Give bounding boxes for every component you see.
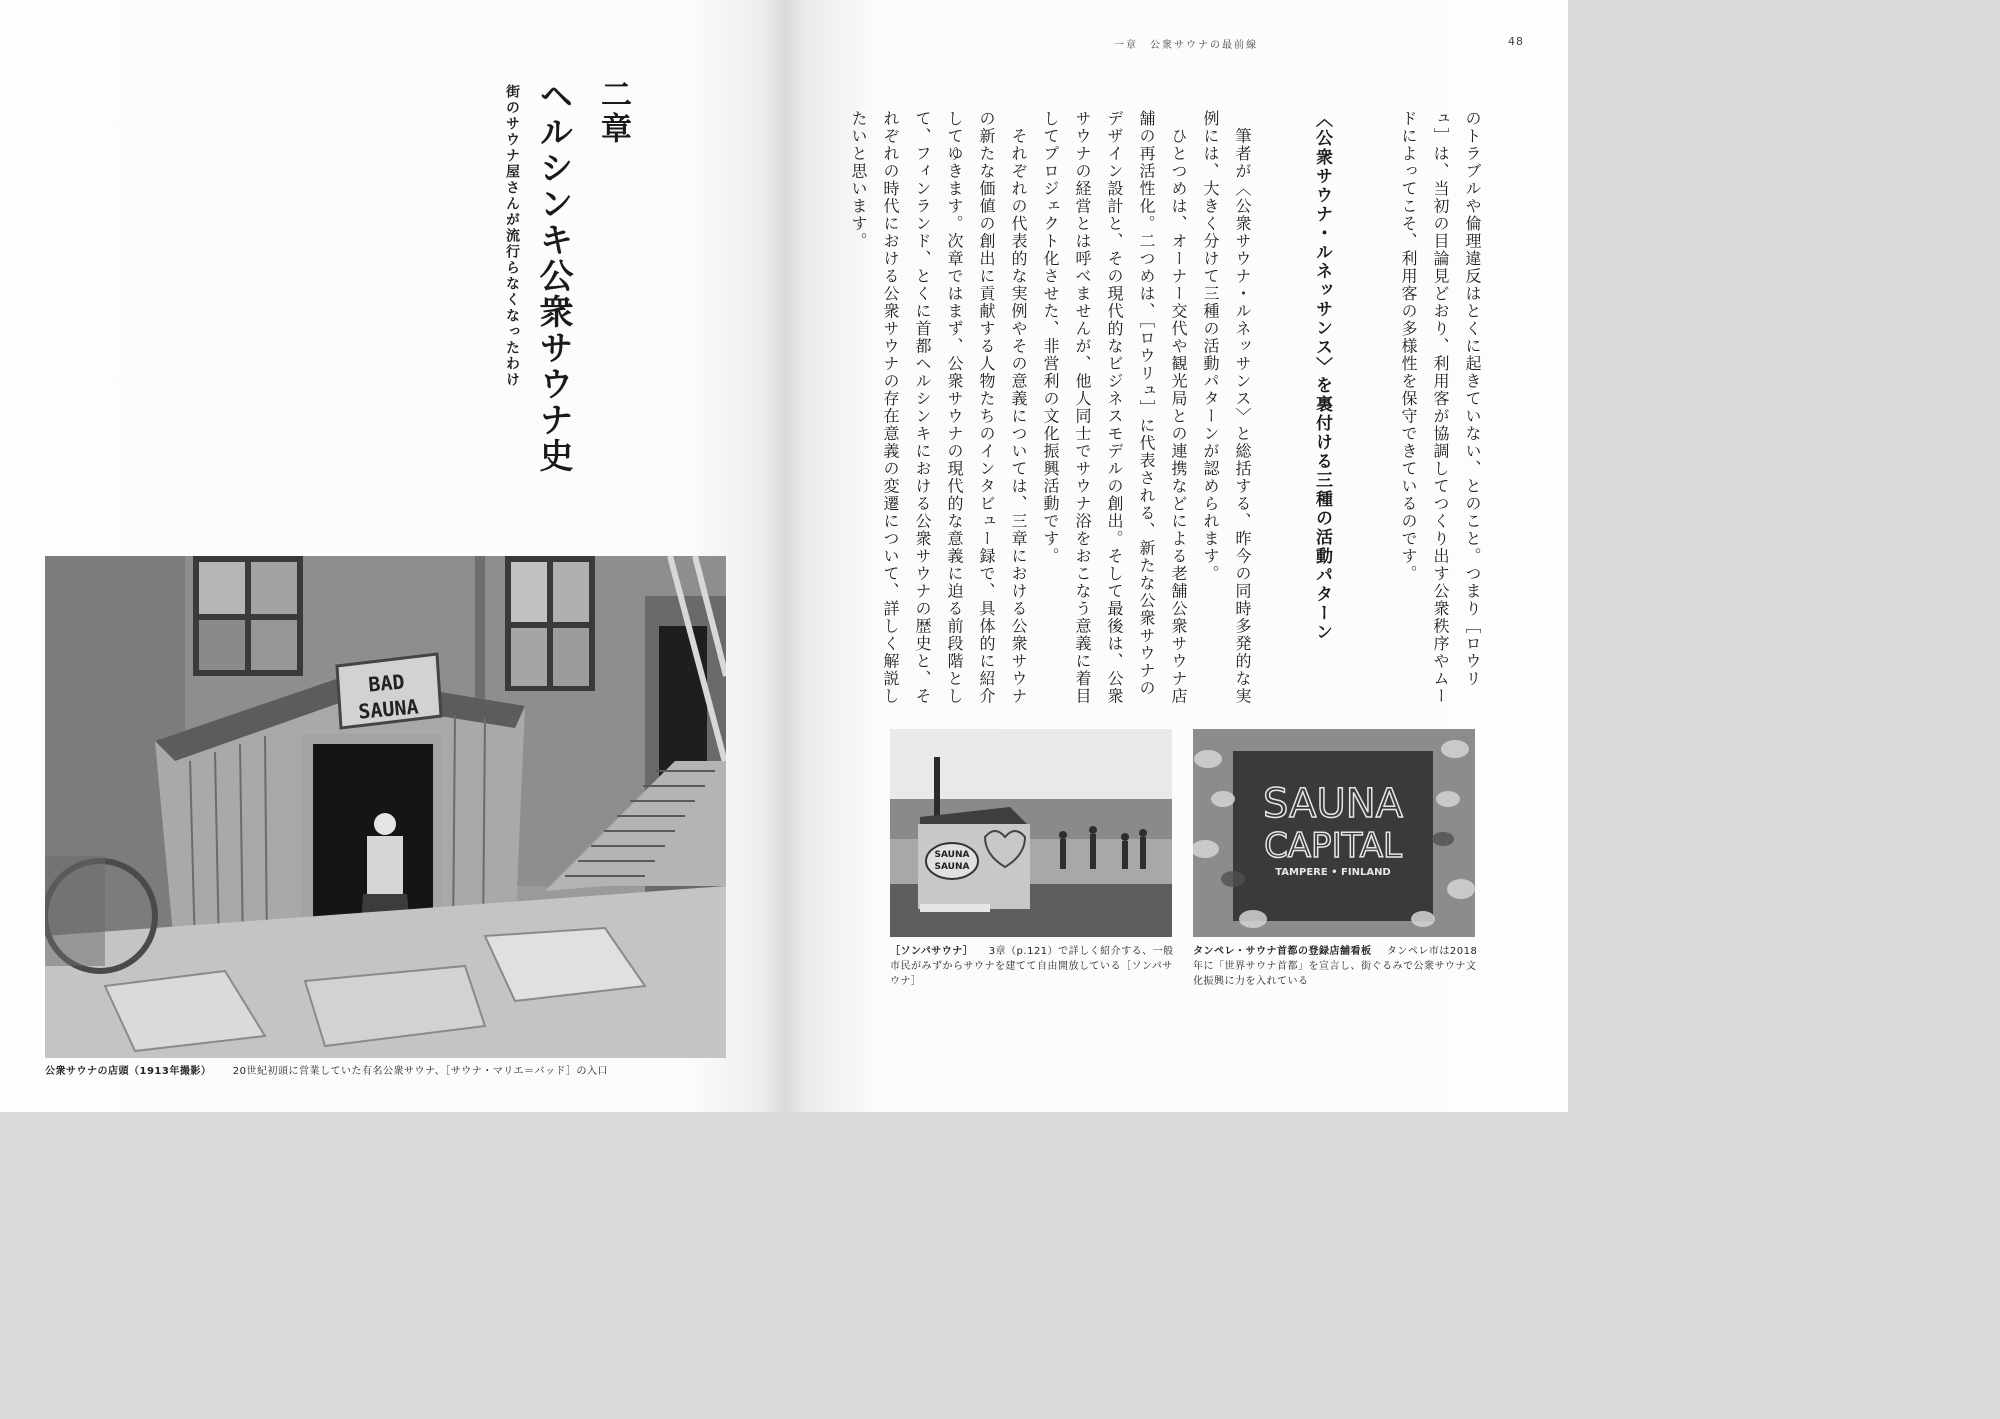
page-number: 48 [1508,35,1524,48]
sompasauna-photo [890,729,1172,937]
tampere-caption-text: タンペレ市は2018年に「世界サウナ首都」を宣言し、街ぐるみで公衆サウナ文化振興に力を入れている [1193,946,1478,987]
left-photo-caption [45,1064,745,1079]
tampere-sign-line3: TAMPERE • FINLAND [1275,867,1391,878]
sompa-sign-line1: SAUNA [934,850,970,860]
section-heading: 〈公衆サウナ・ルネッサンス〉を裏付ける三種の活動パターン [1312,110,1332,642]
chapter-title: ヘルシンキ公衆サウナ史 [533,78,573,474]
historic-sauna-photo [45,556,726,1058]
sompasauna-caption [890,944,1180,989]
body-text-main: 筆者が〈公衆サウナ・ルネッサンス〉と総括する、昨今の同時多発的な実例には、大きく分けて三種の活動パターンが認められます。 ひとつめは、オーナー交代や観光局との連携などによる老舗公衆サウナ店舗の再活性化。二つめは、［ロウリュ］に代表される、新たな公衆サウナのデザイン設計と、その現代的なビジネスモデルの創出。そして最後は、公衆サウナの経営とは呼べませんが、他人同士でサウナ浴をおこなう意義に着目してプロジェクト化させた、非営利の文化振興活動です。 それぞれの代表的な実例やその意義については、三章における公衆サウナの新たな価値の創出に貢献する人物たちのインタビュー録で、具体的に紹介してゆきます。次章ではまず、公衆サウナの現代的な意義に迫る前段階として、フィンランド、とくに首都ヘルシンキにおける公衆サウナの歴史と、それぞれの時代における公衆サウナの存在意義の変遷について、詳しく解説したいと思います。 [849,110,1252,705]
running-head: 一章 公衆サウナの最前線 [1114,40,1258,51]
left-page [0,0,784,1112]
chapter-title-block [498,78,636,518]
sompasauna-caption-text: 3章（p.121）で詳しく紹介する、一般市民がみずからサウナを建てて自由開放している［ソンパサウナ］ [890,946,1174,987]
tampere-caption-title: タンペレ・サウナ首都の登録店舗看板 [1193,946,1372,957]
sign-text-line2: SAUNA [357,694,420,724]
sompasauna-caption-title: ［ソンパサウナ］ [890,946,974,957]
body-text-top: のトラブルや倫理違反はとくに起きていない、とのこと。つまり［ロウリュ］は、当初の目論見どおり、利用客が協調してつくり出す公衆秩序やムードによってこそ、利用客の多様性を保守できているのです。 [1399,110,1482,705]
sign-text-line1: BAD [367,669,406,697]
right-page [784,0,1568,1112]
tampere-sign-line1: SAUNA [1262,781,1404,827]
tampere-sign-photo [1193,729,1475,937]
left-caption-title: 公衆サウナの店頭（1913年撮影） [45,1066,212,1077]
chapter-number: 二章 [595,78,631,146]
chapter-subtitle: 街のサウナ屋さんが流行らなくなったわけ [504,84,520,388]
left-caption-text: 20世紀初頭に営業していた有名公衆サウナ、［サウナ・マリエ＝バッド］の入口 [232,1066,609,1077]
tampere-sign-line2: CAPITAL [1264,826,1402,866]
tampere-caption [1193,944,1483,989]
sompa-sign-line2: SAUNA [934,862,970,872]
